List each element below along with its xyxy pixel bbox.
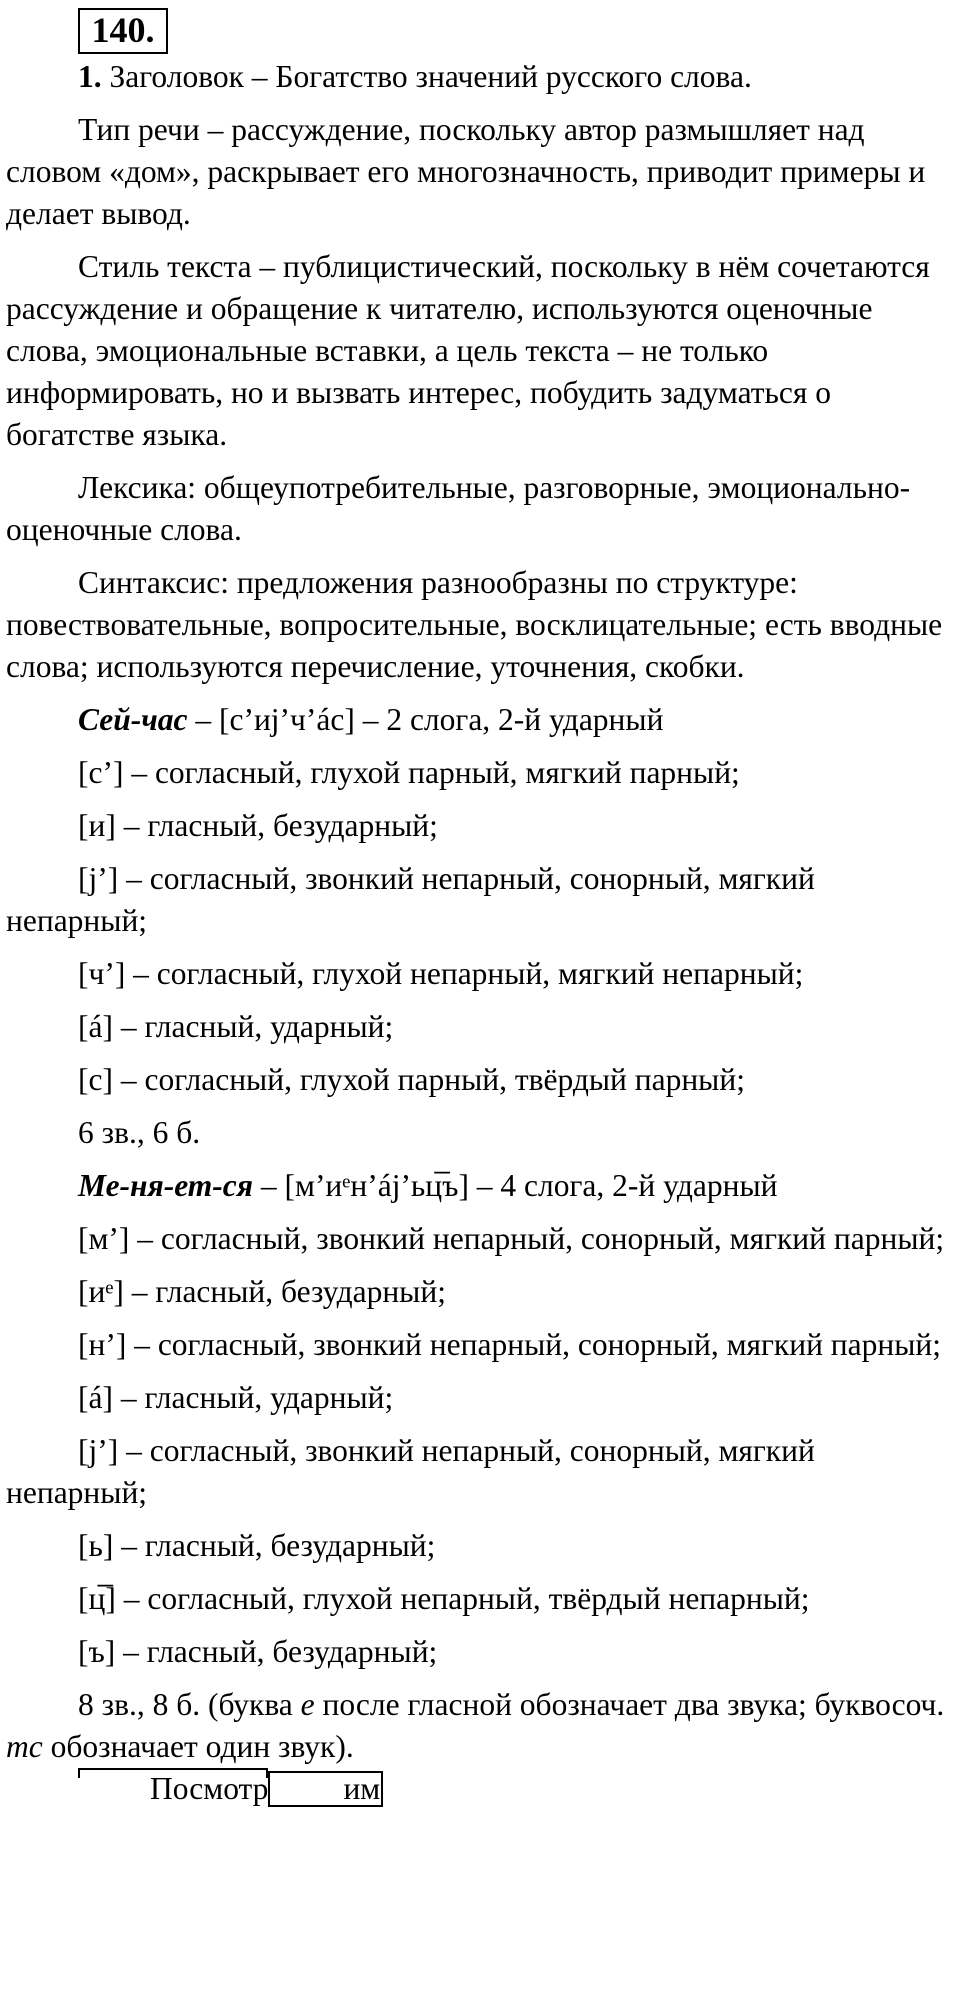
count-text: обозначает один звук). bbox=[42, 1729, 354, 1764]
sound-line: [и] – гласный, безударный; bbox=[78, 808, 438, 843]
item-number: 1. bbox=[78, 59, 102, 94]
word-2: Ме-ня-ет-ся bbox=[78, 1168, 254, 1203]
sound-line: [с’] – согласный, глухой парный, мягкий парный; bbox=[78, 755, 740, 790]
sound-line: [á] – гласный, ударный; bbox=[78, 1009, 394, 1044]
count-text: 8 зв., 8 б. (буква bbox=[78, 1687, 301, 1722]
word-root bbox=[78, 1768, 268, 1810]
sound-line: [н’] – согласный, звонкий непарный, сонорный, мягкий парный; bbox=[78, 1327, 942, 1362]
word-ending: им bbox=[268, 1771, 383, 1807]
answer-text bbox=[6, 56, 948, 1810]
word-1-header bbox=[6, 699, 948, 741]
item-1-title bbox=[6, 56, 948, 98]
word-2-count bbox=[6, 1684, 948, 1768]
sound-line: [иᵉ] – гласный, безударный; bbox=[78, 1274, 446, 1309]
letter-e: е bbox=[300, 1687, 315, 1722]
sound-line: [м’] – согласный, звонкий непарный, сонорный, мягкий парный; bbox=[78, 1221, 945, 1256]
letters-ts: тс bbox=[6, 1729, 43, 1764]
word-1-transcription: – [с’иj’ч’áс] – 2 слога, 2-й ударный bbox=[187, 702, 664, 737]
word-1: Сей-час bbox=[78, 702, 188, 737]
speech-type-paragraph: Тип речи – рассуждение, поскольку автор размышляет над словом «дом», раскрывает его многозначность, приводит примеры и делает вывод. bbox=[6, 112, 926, 231]
task-number: 140. bbox=[78, 8, 168, 54]
count-text: после гласной обозначает два звука; буквосоч. bbox=[314, 1687, 945, 1722]
root-text: Посмотр bbox=[150, 1771, 269, 1806]
sound-line: [с] – согласный, глухой парный, твёрдый парный; bbox=[78, 1062, 745, 1097]
sound-line: [ь] – гласный, безударный; bbox=[78, 1528, 436, 1563]
item-1-text: Заголовок – Богатство значений русского слова. bbox=[101, 59, 752, 94]
word-2-transcription: – [м’иᵉн’áj’ьц̅ъ] – 4 слога, 2-й ударный bbox=[253, 1168, 778, 1203]
morphemic-analysis bbox=[6, 1768, 948, 1810]
word-1-count: 6 зв., 6 б. bbox=[78, 1115, 201, 1150]
sound-line: [j’] – согласный, звонкий непарный, сонорный, мягкий непарный; bbox=[6, 861, 815, 938]
sound-line: [ч’] – согласный, глухой непарный, мягкий непарный; bbox=[78, 956, 804, 991]
root-arc bbox=[78, 1768, 268, 1778]
sound-line: [á] – гласный, ударный; bbox=[78, 1380, 394, 1415]
sound-line: [ц̅] – согласный, глухой непарный, твёрдый непарный; bbox=[78, 1581, 810, 1616]
sound-line: [j’] – согласный, звонкий непарный, сонорный, мягкий непарный; bbox=[6, 1433, 815, 1510]
style-paragraph: Стиль текста – публицистический, поскольку в нём сочетаются рассуждение и обращение к читателю, используются оценочные слова, эмоциональные вставки, а цель текста – не только информировать, но и вызвать интерес, побудить задуматься о богатстве языка. bbox=[6, 249, 930, 452]
syntax-paragraph: Синтаксис: предложения разнообразны по структуре: повествовательные, вопросительные, восклицательные; есть вводные слова; используются перечисление, уточнения, скобки. bbox=[6, 565, 943, 684]
lexis-paragraph: Лексика: общеупотребительные, разговорные, эмоционально-оценочные слова. bbox=[6, 470, 911, 547]
word-2-header bbox=[6, 1165, 948, 1207]
sound-line: [ъ] – гласный, безударный; bbox=[78, 1634, 438, 1669]
